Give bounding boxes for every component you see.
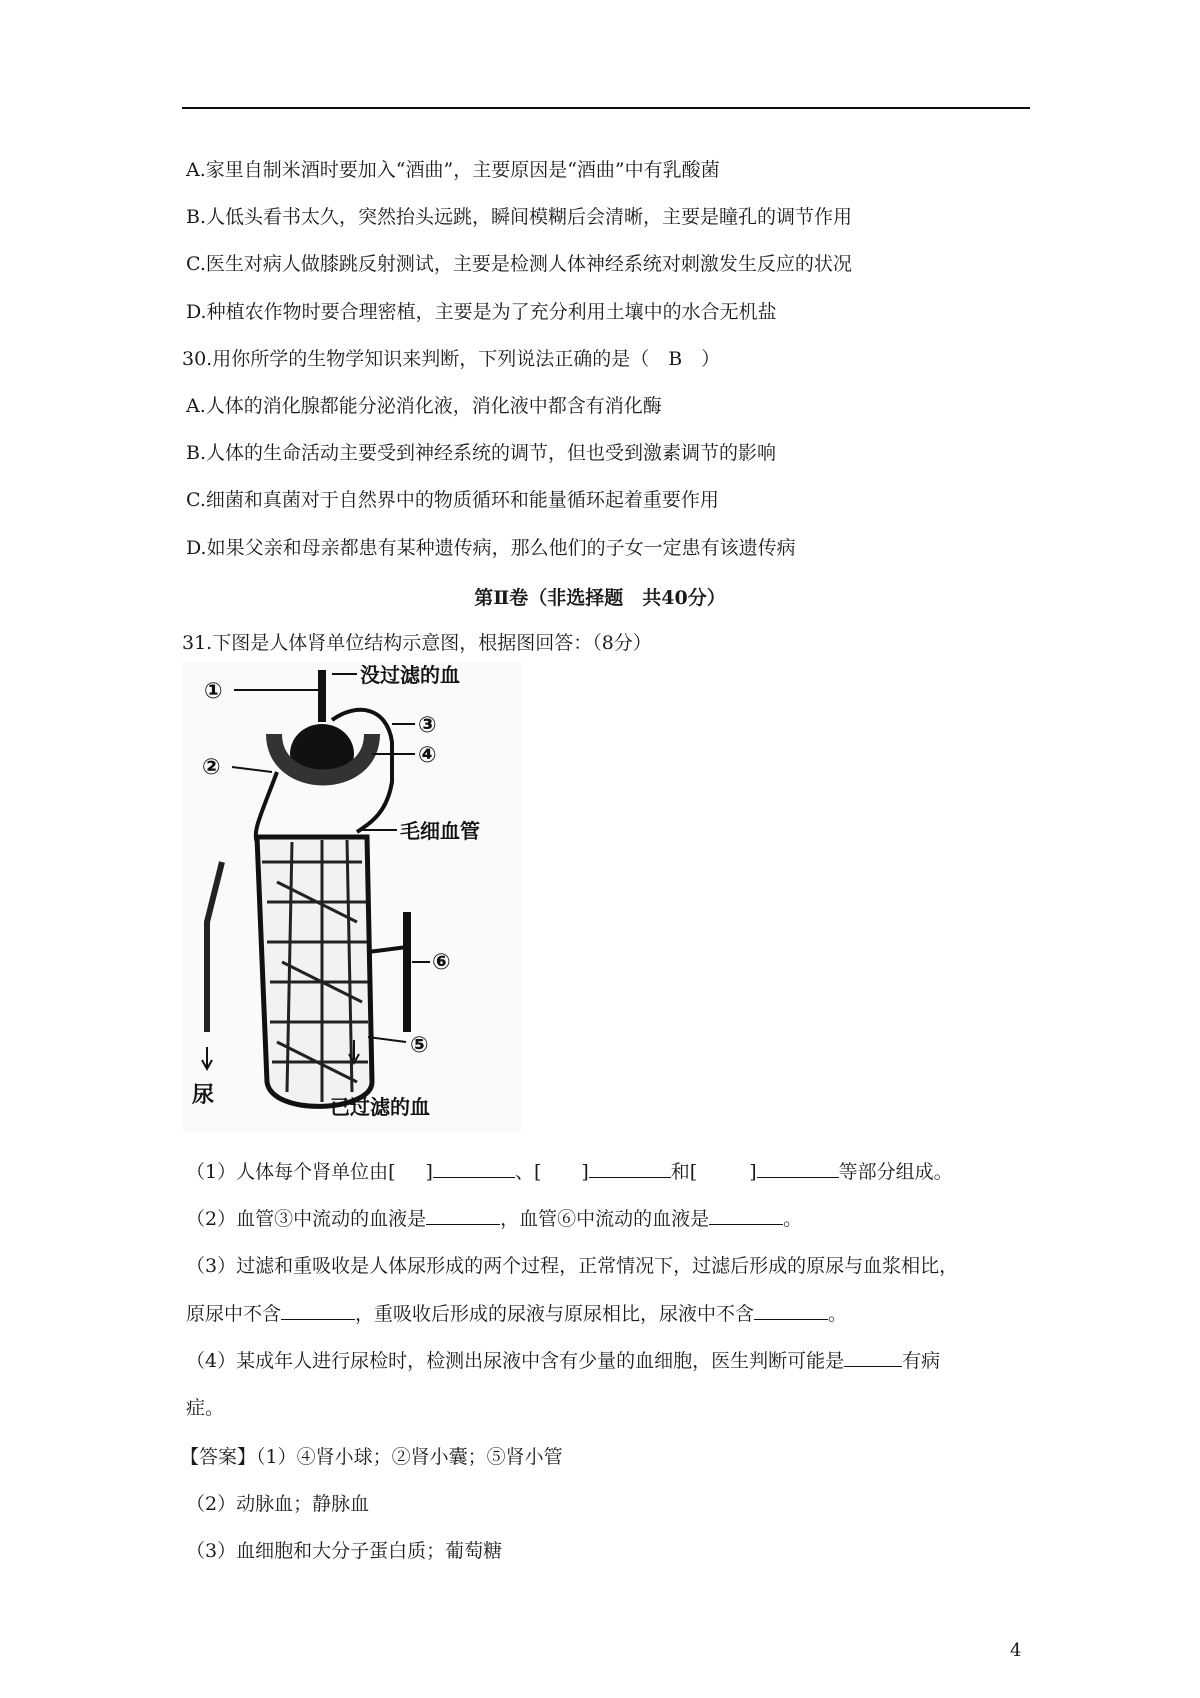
q31-sub3-line1: （3）过滤和重吸收是人体尿形成的两个过程，正常情况下，过滤后形成的原尿与血浆相比， xyxy=(186,1255,959,1277)
blank-8[interactable] xyxy=(844,1348,902,1367)
tubule-neck xyxy=(256,772,277,842)
collecting-duct xyxy=(207,862,222,1032)
blank-4[interactable] xyxy=(426,1206,500,1225)
blank-2[interactable] xyxy=(589,1159,671,1178)
q29-option-d: D.种植农作物时要合理密植，主要是为了充分利用土壤中的水合无机盐 xyxy=(186,301,777,323)
q31-sub4-line1: （4）某成年人进行尿检时，检测出尿液中含有少量的血细胞，医生判断可能是 有病 xyxy=(186,1350,941,1372)
label-5: ⑤ xyxy=(410,1033,429,1058)
q31-sub4-line2: 症。 xyxy=(186,1397,225,1419)
q30-option-b: B.人体的生命活动主要受到神经系统的调节，但也受到激素调节的影响 xyxy=(186,442,777,464)
header-rule xyxy=(182,107,1030,109)
answer-line-1: 【答案】（1）④肾小球；②肾小囊；⑤肾小管 xyxy=(180,1446,563,1468)
urine-arrow-icon xyxy=(202,1047,212,1069)
blank-6[interactable] xyxy=(281,1301,355,1320)
blank-5[interactable] xyxy=(709,1206,783,1225)
q29-option-a: A.家里自制米酒时要加入“酒曲”，主要原因是“酒曲”中有乳酸菌 xyxy=(186,159,720,181)
q30-option-d: D.如果父亲和母亲都患有某种遗传病，那么他们的子女一定患有该遗传病 xyxy=(186,537,796,559)
section-title: 第Ⅱ卷（非选择题 共40分） xyxy=(474,587,726,609)
label-filtered-blood: 已过滤的血 xyxy=(330,1095,430,1119)
label-capillary: 毛细血管 xyxy=(400,819,480,843)
leader-5 xyxy=(368,1037,406,1042)
nephron-diagram xyxy=(182,662,522,1132)
blank-7[interactable] xyxy=(754,1301,828,1320)
q29-option-b: B.人低头看书太久，突然抬头远跳，瞬间模糊后会清晰，主要是瞳孔的调节作用 xyxy=(186,206,853,228)
q30-stem: 30.用你所学的生物学知识来判断，下列说法正确的是（ B ） xyxy=(182,348,721,370)
page-number: 4 xyxy=(1010,1640,1022,1661)
nephron-svg xyxy=(182,662,522,1132)
q31-sub1: （1）人体每个肾单位由[ ] 、[ ] 和[ ] 等部分组成。 xyxy=(186,1161,953,1183)
label-6: ⑥ xyxy=(432,950,451,975)
label-unfiltered-blood: 没过滤的血 xyxy=(360,663,460,687)
label-1: ① xyxy=(204,679,223,704)
q31-sub3-line2: 原尿中不含 ，重吸收后形成的尿液与原尿相比，尿液中不含 。 xyxy=(186,1303,848,1325)
answer-line-2: （2）动脉血；静脉血 xyxy=(186,1493,370,1515)
vein-branch xyxy=(368,947,407,952)
leader-2 xyxy=(232,767,272,772)
label-2: ② xyxy=(202,755,221,780)
answer-line-3: （3）血细胞和大分子蛋白质；葡萄糖 xyxy=(186,1540,503,1562)
tubule-outline xyxy=(257,837,372,1106)
q31-stem: 31.下图是人体肾单位结构示意图，根据图回答：（8分） xyxy=(182,632,652,654)
q29-option-c: C.医生对病人做膝跳反射测试，主要是检测人体神经系统对刺激发生反应的状况 xyxy=(186,253,852,275)
label-urine: 尿 xyxy=(192,1083,215,1108)
q30-option-c: C.细菌和真菌对于自然界中的物质循环和能量循环起着重要作用 xyxy=(186,489,719,511)
blank-3[interactable] xyxy=(757,1159,839,1178)
q30-option-a: A.人体的消化腺都能分泌消化液，消化液中都含有消化酶 xyxy=(186,395,662,417)
label-3: ③ xyxy=(418,713,437,738)
q31-sub2: （2）血管③中流动的血液是 ，血管⑥中流动的血液是 。 xyxy=(186,1208,803,1230)
label-4: ④ xyxy=(418,743,437,768)
blank-1[interactable] xyxy=(433,1159,515,1178)
